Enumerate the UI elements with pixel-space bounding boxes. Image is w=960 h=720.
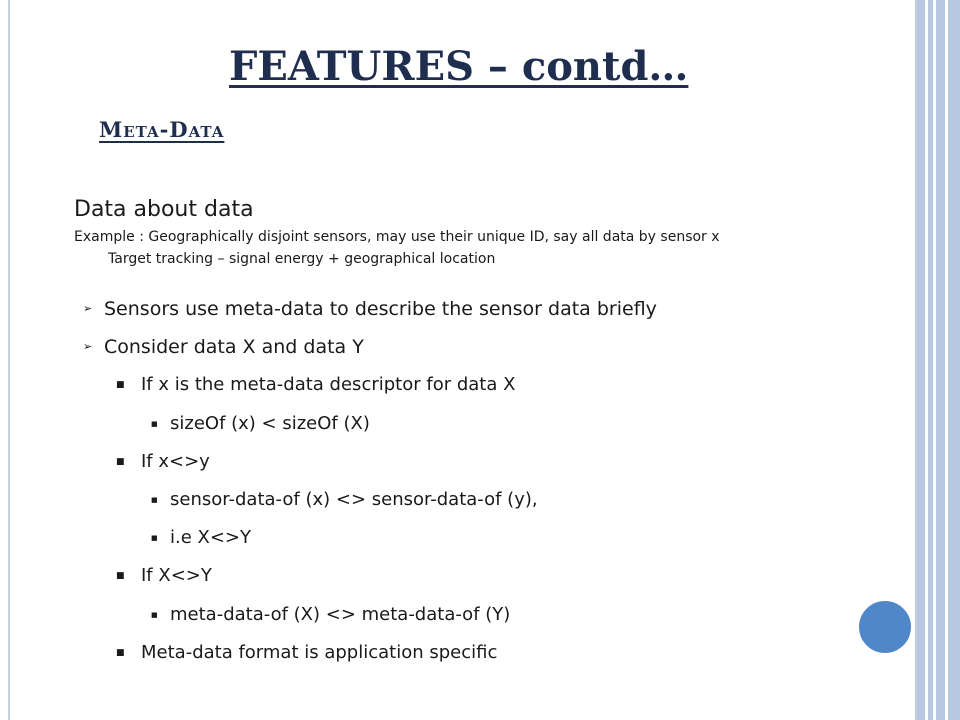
bullet-item [0,481,860,519]
bullet-item [0,443,860,481]
square-bullet-icon: ■ [151,495,158,504]
bullet-text: i.e X<>Y [170,527,252,549]
bullet-text: If X<>Y [141,565,212,587]
square-bullet-icon: ■ [151,419,158,428]
decorative-stripes [917,0,960,720]
bullet-list [0,290,860,672]
bullet-item [0,405,860,443]
bullet-text: sensor-data-of (x) <> sensor-data-of (y), [170,488,538,510]
arrow-bullet-icon: ➢ [83,302,93,315]
arrow-bullet-icon: ➢ [83,340,93,354]
square-bullet-icon: ■ [116,647,125,658]
slide-subtitle: Meta-Data [99,117,225,142]
bullet-item [0,290,860,328]
decorative-circle [856,598,914,656]
bullet-item [0,557,860,595]
bullet-text: If x<>y [141,450,210,472]
intro-heading: Data about data [74,197,254,222]
bullet-text: Sensors use meta-data to describe the sensor data briefly [104,298,657,320]
bullet-item [0,519,860,557]
intro-example-continued: Target tracking – signal energy + geographical location [108,251,496,267]
bullet-item [0,596,860,634]
square-bullet-icon: ■ [151,610,158,619]
square-bullet-icon: ■ [151,534,158,543]
square-bullet-icon: ■ [116,380,125,391]
square-bullet-icon: ■ [116,571,125,582]
bullet-text: Consider data X and data Y [104,336,364,359]
bullet-item [0,634,860,672]
slide-title: FEATURES – contd… [229,43,689,90]
bullet-text: meta-data-of (X) <> meta-data-of (Y) [170,603,511,625]
bullet-item [0,328,860,366]
intro-example: Example : Geographically disjoint sensors, may use their unique ID, say all data by sensor x [74,229,720,245]
bullet-text: If x is the meta-data descriptor for data X [141,374,516,396]
square-bullet-icon: ■ [116,456,125,467]
bullet-text: Meta-data format is application specific [141,641,498,663]
bullet-item [0,366,860,404]
bullet-text: sizeOf (x) < sizeOf (X) [170,412,370,434]
intro-block [74,194,720,270]
